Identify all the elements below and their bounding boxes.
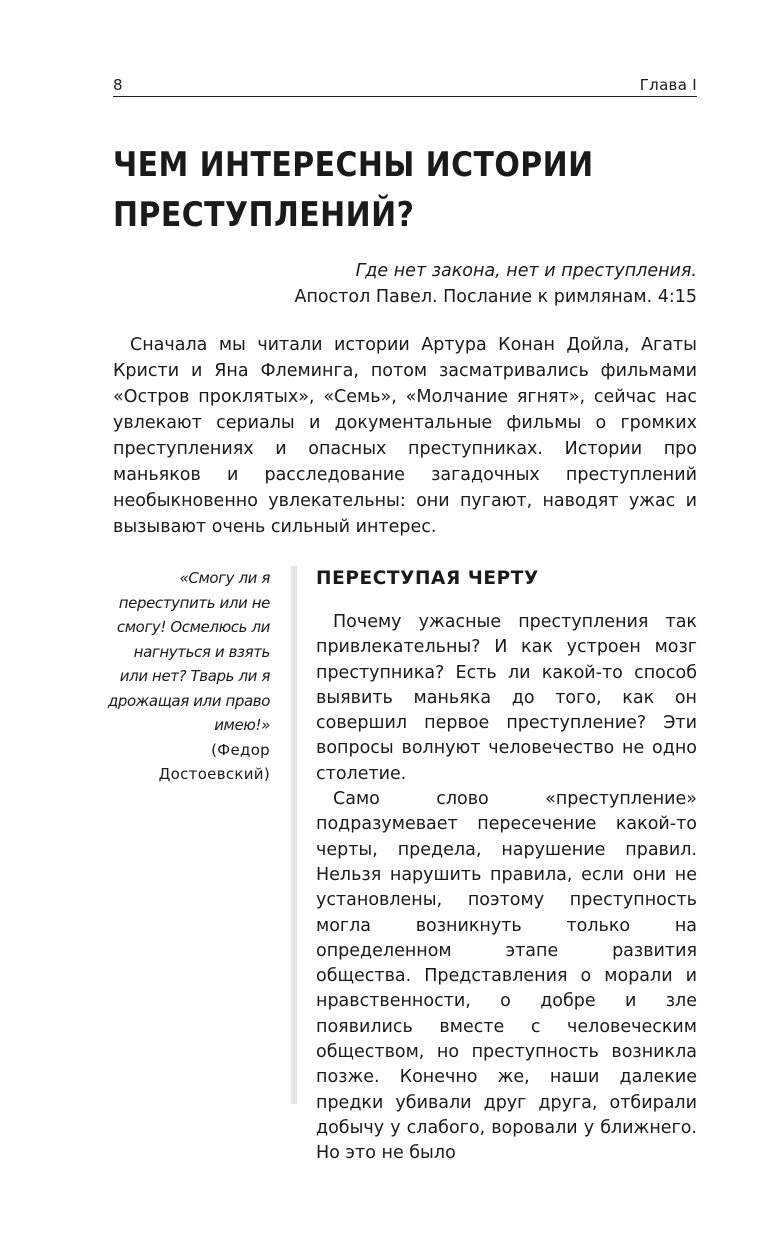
page-number: 8: [113, 76, 123, 94]
section-paragraph: Почему ужасные преступления так привлекательны? И как устроен мозг преступника? Есть ли какой-то способ выявить маньяка до того, как он совершил первое преступление? Эти вопросы волнуют человечество не одно столетие.: [316, 612, 697, 784]
epigraph: [294, 258, 697, 310]
chapter-label: Глава I: [639, 76, 697, 94]
epigraph-source: Апостол Павел. Послание к римлянам. 4:15: [294, 287, 697, 307]
section-heading: ПЕРЕСТУПАЯ ЧЕРТУ: [316, 568, 539, 589]
sidebar-quote: [104, 566, 270, 787]
sidebar-divider: [291, 566, 297, 1104]
section-paragraph: Само слово «преступление» подразумевает пересечение какой-то черты, предела, нарушение правил. Нельзя нарушить правила, если они не установлены, поэтому преступность могла возникнуть только на определенном этапе развития общества. Представления о морали и нравственности, о добре и зле появились вместе с человеческим обществом, но преступность возникла позже. Конечно же, наши далекие предки убивали друг друга, отбирали добычу у слабого, воровали у ближнего. Но это не было: [316, 789, 697, 1164]
epigraph-quote: Где нет закона, нет и преступления.: [355, 261, 697, 281]
running-head: [113, 74, 697, 97]
chapter-title: ЧЕМ ИНТЕРЕСНЫ ИСТОРИИ ПРЕСТУПЛЕНИЙ?: [113, 145, 594, 235]
sidebar-quote-author: (Федор Достоевский): [158, 740, 270, 783]
section-body: [316, 610, 697, 1167]
intro-paragraph: Сначала мы читали истории Артура Конан Дойла, Агаты Кристи и Яна Флеминга, потом засматривались фильмами «Остров проклятых», «Семь», «Молчание ягнят», сейчас нас увлекают сериалы и документальные фильмы о громких преступлениях и опасных преступниках. Истории про маньяков и расследование загадочных преступлений необыкновенно увлекательны: они пугают, наводят ужас и вызывают очень сильный интерес.: [113, 335, 697, 537]
sidebar-quote-text: «Смогу ли я переступить или не смогу! Осмелюсь ли нагнуться и взять или нет? Тварь ли я дрожащая или право имею!»: [107, 569, 270, 734]
